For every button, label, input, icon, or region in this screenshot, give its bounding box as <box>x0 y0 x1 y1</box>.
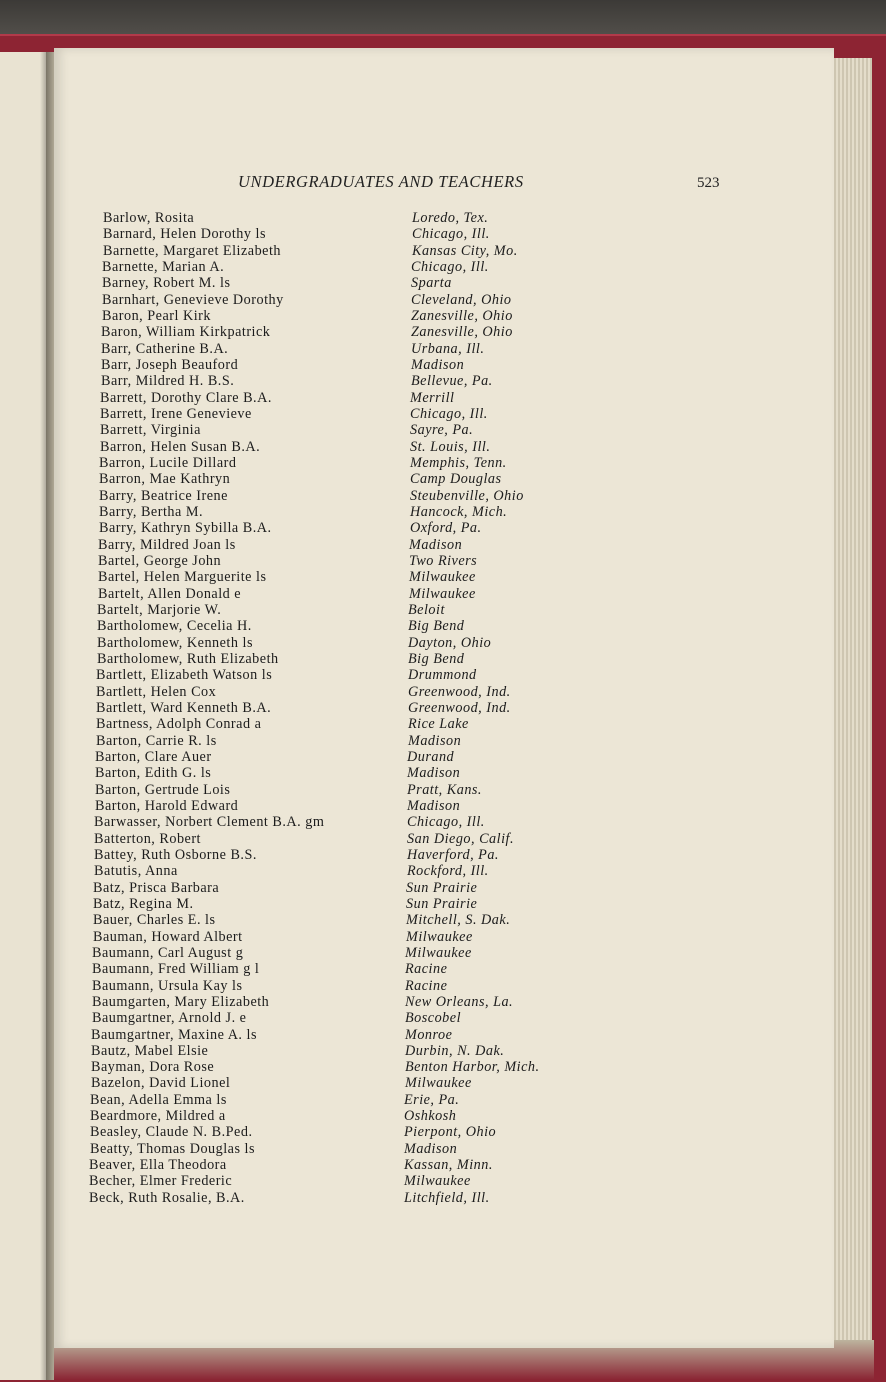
entry-place: Beloit <box>408 601 445 618</box>
entry-place: Steubenville, Ohio <box>410 487 524 504</box>
entry-name: Bartelt, Allen Donald e <box>98 585 242 602</box>
entry-place: Zanesville, Ohio <box>411 324 513 341</box>
entry-place: Greenwood, Ind. <box>408 683 511 700</box>
entry-name: Barron, Lucile Dillard <box>99 454 237 471</box>
entry-place: Sun Prairie <box>406 879 478 896</box>
entry-place: Racine <box>405 961 448 978</box>
entry-name: Baumgarten, Mary Elizabeth <box>92 993 270 1010</box>
entry-name: Bartlett, Helen Cox <box>96 683 217 700</box>
entry-name: Barlow, Rosita <box>103 210 195 226</box>
entry-name: Barry, Kathryn Sybilla B.A. <box>99 520 272 537</box>
entry-place: Loredo, Tex. <box>412 210 489 226</box>
entry-name: Barr, Joseph Beauford <box>101 356 239 373</box>
entry-name: Batz, Regina M. <box>93 895 194 912</box>
entry-name: Baron, Pearl Kirk <box>102 307 211 324</box>
entry-place: Merrill <box>410 389 455 406</box>
entry-name: Battey, Ruth Osborne B.S. <box>94 846 257 863</box>
entry-place: Kassan, Minn. <box>404 1157 493 1174</box>
entry-place: Memphis, Tenn. <box>410 454 507 471</box>
entry-name: Bartel, George John <box>98 552 222 569</box>
page-number: 523 <box>697 175 720 191</box>
page-stack-edge <box>832 58 872 1358</box>
entry-name: Bauer, Charles E. ls <box>93 912 216 929</box>
entry-name: Batutis, Anna <box>94 863 178 880</box>
entry-name: Barrett, Dorothy Clare B.A. <box>100 389 272 406</box>
entry-place: Erie, Pa. <box>404 1091 460 1108</box>
entry-name: Baumann, Fred William g l <box>92 961 260 978</box>
entry-place: Madison <box>408 732 462 749</box>
entry-place: Madison <box>411 356 465 373</box>
entry-place: Milwaukee <box>405 944 472 961</box>
entry-place: Chicago, Ill. <box>412 226 490 243</box>
entry-place: San Diego, Calif. <box>407 830 515 847</box>
entry-place: Camp Douglas <box>410 471 502 488</box>
entry-place: Milwaukee <box>405 1075 472 1092</box>
entry-name: Barry, Bertha M. <box>99 503 204 520</box>
entry-place: Bellevue, Pa. <box>411 373 493 390</box>
entry-name: Barry, Beatrice Irene <box>99 487 228 504</box>
entry-place: Big Bend <box>408 650 465 667</box>
entry-name: Batz, Prisca Barbara <box>93 879 220 896</box>
entry-place: Rice Lake <box>408 716 469 733</box>
entry-place: Madison <box>404 1140 458 1157</box>
entry-name: Barnette, Marian A. <box>102 258 225 275</box>
entry-place: St. Louis, Ill. <box>410 438 491 455</box>
entry-place: Dayton, Ohio <box>408 634 492 651</box>
entry-place: Sun Prairie <box>406 895 478 912</box>
entry-name: Bartel, Helen Marguerite ls <box>98 569 267 586</box>
book-page <box>54 48 834 1348</box>
entry-name: Bazelon, David Lionel <box>91 1075 231 1092</box>
entry-name: Baron, William Kirkpatrick <box>101 324 271 341</box>
entry-place: Milwaukee <box>409 585 476 602</box>
entry-name: Beatty, Thomas Douglas ls <box>90 1140 256 1157</box>
entry-name: Barton, Clare Auer <box>95 748 212 765</box>
entry-name: Bautz, Mabel Elsie <box>91 1042 209 1059</box>
entry-name: Beasley, Claude N. B.Ped. <box>90 1124 253 1141</box>
entry-place: Zanesville, Ohio <box>411 307 513 324</box>
entry-name: Barton, Carrie R. ls <box>96 732 217 749</box>
entry-place: Monroe <box>405 1026 453 1043</box>
entry-place: Urbana, Ill. <box>411 340 485 357</box>
entry-name: Barr, Mildred H. B.S. <box>101 373 235 390</box>
entry-place: Sparta <box>411 275 452 292</box>
entry-place: Chicago, Ill. <box>411 258 489 275</box>
entry-place: Chicago, Ill. <box>410 405 488 422</box>
entry-place: Chicago, Ill. <box>407 814 485 831</box>
entry-place: Benton Harbor, Mich. <box>405 1059 540 1076</box>
entry-place: Cleveland, Ohio <box>411 291 512 308</box>
entry-name: Baumann, Ursula Kay ls <box>92 977 243 994</box>
entry-name: Beardmore, Mildred a <box>90 1108 226 1125</box>
entry-place: Hancock, Mich. <box>410 503 508 520</box>
entry-name: Baumann, Carl August g <box>92 944 244 961</box>
entry-place: Litchfield, Ill. <box>404 1189 490 1206</box>
entry-name: Bartness, Adolph Conrad a <box>96 716 262 733</box>
entry-name: Barnard, Helen Dorothy ls <box>103 226 267 243</box>
running-head: UNDERGRADUATES AND TEACHERS <box>238 172 524 191</box>
entry-place: Boscobel <box>405 1010 462 1027</box>
entry-name: Beaver, Ella Theodora <box>89 1157 227 1174</box>
entry-place: Greenwood, Ind. <box>408 699 511 716</box>
entry-name: Barnhart, Genevieve Dorothy <box>102 291 284 308</box>
entry-place: Pratt, Kans. <box>407 781 482 798</box>
entry-place: Oshkosh <box>404 1108 457 1125</box>
entry-name: Barry, Mildred Joan ls <box>98 536 236 553</box>
entry-name: Barton, Harold Edward <box>95 797 239 814</box>
entry-place: Madison <box>407 765 461 782</box>
entry-place: Haverford, Pa. <box>407 846 499 863</box>
entry-name: Batterton, Robert <box>94 830 202 847</box>
entry-name: Barton, Gertrude Lois <box>95 781 231 798</box>
entry-place: Kansas City, Mo. <box>412 242 518 259</box>
entry-name: Bartholomew, Cecelia H. <box>97 618 252 635</box>
entry-place: Big Bend <box>408 618 465 635</box>
entry-name: Bean, Adella Emma ls <box>90 1091 227 1108</box>
entry-name: Becher, Elmer Frederic <box>89 1173 233 1190</box>
entry-place: Oxford, Pa. <box>410 520 482 537</box>
entry-name: Bayman, Dora Rose <box>91 1059 215 1076</box>
entry-place: Durand <box>407 748 455 765</box>
entry-name: Bartelt, Marjorie W. <box>97 601 222 618</box>
entry-name: Barr, Catherine B.A. <box>101 340 229 357</box>
entry-name: Barron, Mae Kathryn <box>99 471 231 488</box>
entry-name: Barrett, Irene Genevieve <box>100 405 252 422</box>
entry-place: Madison <box>407 797 461 814</box>
entry-place: Milwaukee <box>406 928 473 945</box>
entry-place: Racine <box>405 977 448 994</box>
entry-name: Baumgartner, Maxine A. ls <box>91 1026 257 1043</box>
entry-place: Rockford, Ill. <box>407 863 489 880</box>
entry-place: Sayre, Pa. <box>410 422 474 439</box>
entry-name: Barron, Helen Susan B.A. <box>100 438 261 455</box>
facing-page-edge <box>0 52 46 1380</box>
entry-place: Madison <box>409 536 463 553</box>
entry-place: Milwaukee <box>409 569 476 586</box>
entry-place: Mitchell, S. Dak. <box>406 912 511 929</box>
entry-name: Barney, Robert M. ls <box>102 275 231 292</box>
entry-name: Barton, Edith G. ls <box>95 765 212 782</box>
entry-place: Pierpont, Ohio <box>404 1124 497 1141</box>
entry-name: Bartlett, Ward Kenneth B.A. <box>96 699 272 716</box>
entry-name: Bartholomew, Ruth Elizabeth <box>97 650 279 667</box>
entry-name: Bartlett, Elizabeth Watson ls <box>96 667 273 684</box>
entry-name: Barwasser, Norbert Clement B.A. gm <box>94 814 325 831</box>
entry-name: Baumgartner, Arnold J. e <box>92 1010 247 1027</box>
entry-place: Milwaukee <box>404 1173 471 1190</box>
entry-name: Bartholomew, Kenneth ls <box>97 634 253 651</box>
entry-place: Drummond <box>408 667 477 684</box>
entry-name: Beck, Ruth Rosalie, B.A. <box>89 1189 245 1206</box>
entry-place: Two Rivers <box>409 552 478 569</box>
entry-place: Durbin, N. Dak. <box>405 1042 505 1059</box>
entry-name: Barnette, Margaret Elizabeth <box>103 242 282 259</box>
entry-place: New Orleans, La. <box>405 993 514 1010</box>
entry-name: Barrett, Virginia <box>100 422 201 439</box>
entry-name: Bauman, Howard Albert <box>93 928 243 945</box>
